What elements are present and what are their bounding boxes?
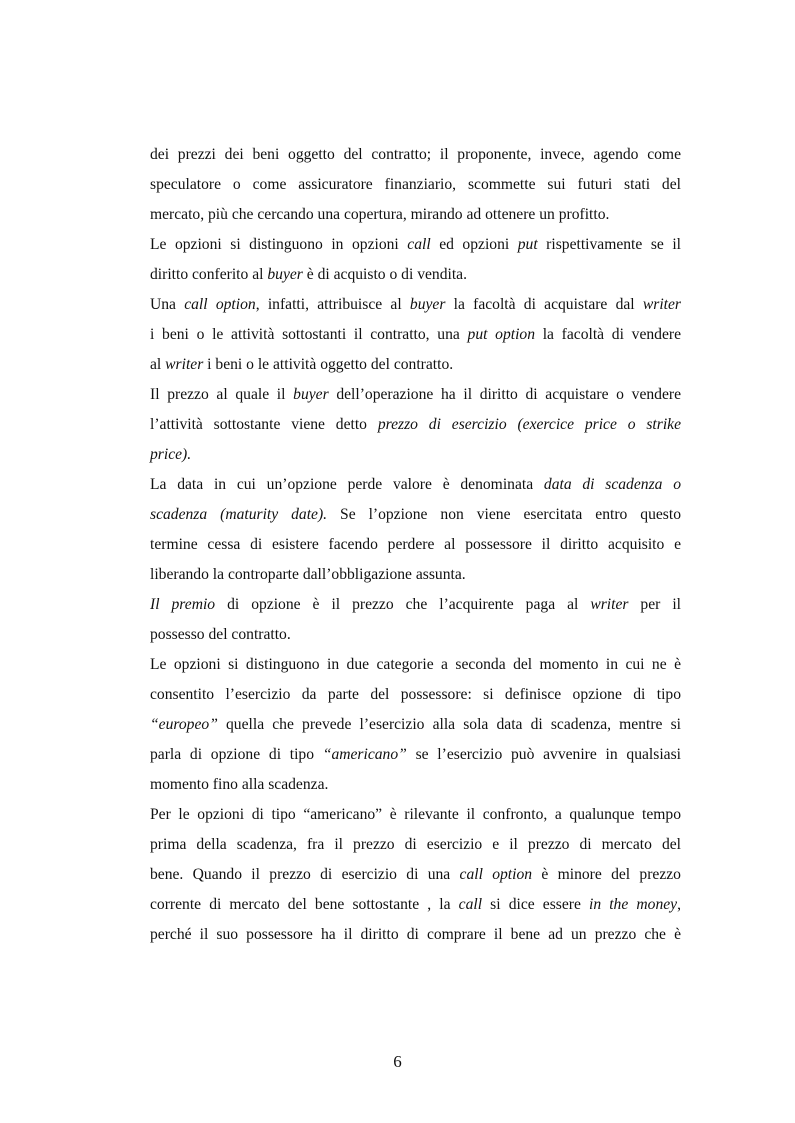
text-run: i beni o le attività sottostanti il contratto, una (150, 326, 468, 343)
text-line (150, 200, 681, 230)
italic-term: buyer (267, 266, 303, 283)
text-run: , (677, 896, 681, 913)
paragraph (150, 290, 681, 380)
italic-term: put (517, 236, 538, 253)
text-run: diritto conferito al (150, 266, 268, 283)
text-line (150, 710, 681, 740)
text-line (150, 770, 681, 800)
text-line (150, 230, 681, 260)
text-run: bene. Quando il prezzo di esercizio di una (150, 866, 460, 883)
text-line (150, 410, 681, 440)
italic-term: scadenza (maturity date). (150, 506, 328, 523)
text-line (150, 260, 681, 290)
text-line (150, 500, 681, 530)
text-line (150, 590, 681, 620)
text-run: dei prezzi dei beni oggetto del contratto; il proponente, invece, agendo come (150, 146, 681, 163)
text-run: di opzione è il prezzo che l’acquirente paga al (215, 596, 591, 613)
italic-term: call (407, 236, 431, 253)
text-line (150, 170, 681, 200)
text-run: mercato, più che cercando una copertura, mirando ad ottenere un profitto. (150, 206, 610, 223)
italic-term: put option (467, 326, 536, 343)
text-run: Le opzioni si distinguono in due categorie a seconda del momento in cui ne è (150, 656, 681, 673)
italic-term: call (458, 896, 483, 913)
italic-term: buyer (293, 386, 329, 403)
text-run: , infatti, attribuisce al (255, 296, 410, 313)
text-run: liberando la controparte dall’obbligazione assunta. (150, 566, 466, 583)
text-line (150, 830, 681, 860)
text-run: se l’esercizio può avvenire in qualsiasi (406, 746, 681, 763)
italic-term: data di scadenza o (543, 476, 681, 493)
text-run: speculatore o come assicuratore finanziario, scommette sui futuri stati del (150, 176, 681, 193)
text-run: Le opzioni si distinguono in opzioni (150, 236, 408, 253)
paragraph (150, 590, 681, 650)
text-line (150, 680, 681, 710)
text-line (150, 800, 681, 830)
paragraph (150, 230, 681, 290)
italic-term: call option (184, 296, 256, 313)
italic-term: writer (165, 356, 204, 373)
text-run: i beni o le attività oggetto del contratto. (203, 356, 454, 373)
text-run: Se l’opzione non viene esercitata entro questo (327, 506, 681, 523)
paragraph (150, 470, 681, 590)
text-run: corrente di mercato del bene sottostante , la (150, 896, 459, 913)
text-run: quella che prevede l’esercizio alla sola data di scadenza, mentre si (217, 716, 681, 733)
text-run: è minore del prezzo (532, 866, 681, 883)
body-text (150, 140, 681, 950)
text-line (150, 650, 681, 680)
text-run: al (150, 356, 166, 373)
text-run: consentito l’esercizio da parte del possessore: si definisce opzione di tipo (150, 686, 681, 703)
text-run: parla di opzione di tipo (150, 746, 323, 763)
text-line (150, 320, 681, 350)
italic-term: writer (642, 296, 681, 313)
text-run: ed opzioni (430, 236, 518, 253)
text-run: si dice essere (482, 896, 589, 913)
italic-term: call option (459, 866, 533, 883)
paragraph (150, 650, 681, 800)
text-run: rispettivamente se il (537, 236, 681, 253)
text-run: è di acquisto o di vendita. (302, 266, 468, 283)
text-run: termine cessa di esistere facendo perdere al possessore il diritto acquisito e (150, 536, 681, 553)
text-line (150, 920, 681, 950)
text-line (150, 560, 681, 590)
italic-term: price). (150, 446, 192, 463)
text-line (150, 740, 681, 770)
text-line (150, 350, 681, 380)
paragraph (150, 140, 681, 230)
text-run: prima della scadenza, fra il prezzo di esercizio e il prezzo di mercato del (150, 836, 681, 853)
italic-term: in the money (588, 896, 678, 913)
text-run: momento fino alla scadenza. (150, 776, 329, 793)
text-run: possesso del contratto. (150, 626, 291, 643)
text-line (150, 470, 681, 500)
italic-term: “americano” (322, 746, 407, 763)
text-run: dell’operazione ha il diritto di acquistare o vendere (328, 386, 681, 403)
text-line (150, 440, 681, 470)
italic-term: buyer (409, 296, 446, 313)
page-number: 6 (393, 1052, 402, 1071)
text-line (150, 620, 681, 650)
text-run: la facoltà di vendere (535, 326, 681, 343)
text-run: Per le opzioni di tipo “americano” è rilevante il confronto, a qualunque tempo (150, 806, 681, 823)
italic-term: “europeo” (150, 716, 218, 733)
text-run: Il prezzo al quale il (150, 386, 294, 403)
text-line (150, 860, 681, 890)
text-run: la facoltà di acquistare dal (445, 296, 643, 313)
text-line (150, 380, 681, 410)
text-run: l’attività sottostante viene detto (150, 416, 378, 433)
text-run: La data in cui un’opzione perde valore è denominata (150, 476, 544, 493)
italic-term: writer (590, 596, 629, 613)
paragraph (150, 380, 681, 470)
paragraph (150, 800, 681, 950)
text-run: perché il suo possessore ha il diritto di comprare il bene ad un prezzo che è (150, 926, 681, 943)
italic-term: Il premio (150, 596, 216, 613)
text-run: Una (150, 296, 185, 313)
text-run: per il (628, 596, 681, 613)
italic-term: prezzo di esercizio (exercice price o strike (377, 416, 681, 433)
text-line (150, 140, 681, 170)
text-line (150, 530, 681, 560)
text-line (150, 890, 681, 920)
text-line (150, 290, 681, 320)
